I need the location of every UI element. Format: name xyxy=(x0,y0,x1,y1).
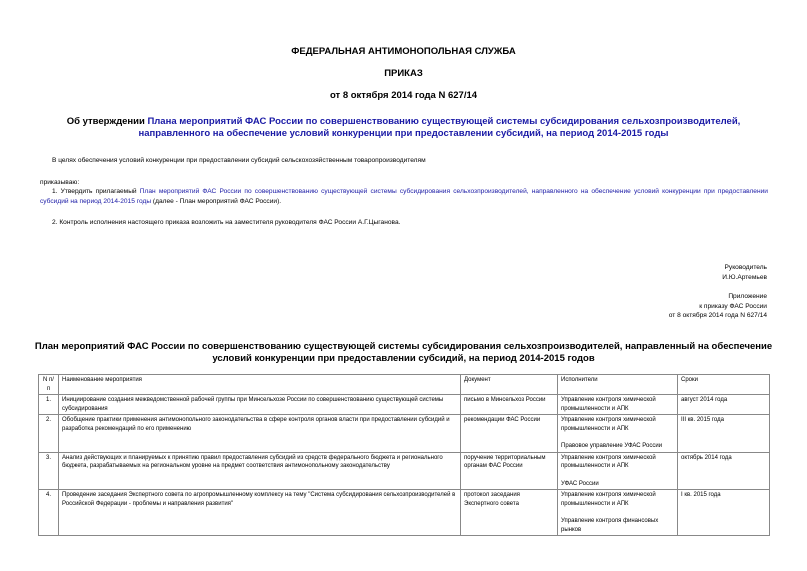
order-subject xyxy=(60,116,747,140)
document-type: ПРИКАЗ xyxy=(384,68,423,79)
cell-num: 1. xyxy=(39,395,59,415)
table-row xyxy=(39,415,770,452)
table-row xyxy=(39,395,770,415)
cell-name: Обобщение практики применения антимонопольного законодательства в сфере контроля органов власти при предоставлении субсидий и разработка рекомендаций по его применению xyxy=(59,415,461,452)
order-item-2: 2. Контроль исполнения настоящего приказа возложить на заместителя руководителя ФАС России А.Г.Цыганова. xyxy=(52,219,401,226)
cell-deadline: I кв. 2015 года xyxy=(678,490,770,536)
agency-name: ФЕДЕРАЛЬНАЯ АНТИМОНОПОЛЬНАЯ СЛУЖБА xyxy=(291,46,516,57)
cell-num: 2. xyxy=(39,415,59,452)
table-row xyxy=(39,452,770,489)
plan-link-title[interactable]: Плана мероприятий ФАС России по совершенствованию существующей системы субсидирования сельхозпроизводителей, направленного на обеспечение условий конкуренции при предоставлении субсидий, на период 2014-2015 годы xyxy=(138,116,741,139)
col-header-deadline: Сроки xyxy=(678,375,770,395)
table-row xyxy=(39,490,770,536)
executor-1: Управление контроля химической промышленности и АПК xyxy=(561,454,656,470)
cell-num: 3. xyxy=(39,452,59,489)
subject-prefix: Об утверждении xyxy=(66,116,145,127)
cell-executors xyxy=(558,395,678,415)
col-header-name: Наименование мероприятия xyxy=(59,375,461,395)
cell-name: Инициирование создания межведомственной рабочей группы при Минсельхозе России по совершенствованию существующей системы субсидирования xyxy=(59,395,461,415)
signature-role: Руководитель xyxy=(724,264,767,271)
executor-1: Управление контроля химической промышленности и АПК xyxy=(561,397,656,412)
order-item-1 xyxy=(40,187,768,207)
appendix-block xyxy=(669,292,767,321)
cell-executors xyxy=(558,452,678,489)
plan-title: План мероприятий ФАС России по совершенствованию существующей системы субсидирования сельхозпроизводителей, направленный на обеспечение условий конкуренции при предоставлении субсидий, на период 2014-2015 годов xyxy=(34,341,773,364)
cell-deadline: август 2014 года xyxy=(678,395,770,415)
executor-2: УФАС России xyxy=(561,480,599,487)
col-header-num: N п/п xyxy=(39,375,59,395)
plan-table xyxy=(38,374,770,536)
appendix-line-1: Приложение xyxy=(728,293,767,300)
table-header-row xyxy=(39,375,770,395)
intro-paragraph: В целях обеспечения условий конкуренции при предоставлении субсидий сельскохозяйственным товаропроизводителям xyxy=(52,157,426,164)
cell-deadline: III кв. 2015 года xyxy=(678,415,770,452)
cell-executors xyxy=(558,490,678,536)
cell-document: рекомендации ФАС России xyxy=(461,415,558,452)
order-date-number: от 8 октября 2014 года N 627/14 xyxy=(329,90,478,101)
appendix-line-2: к приказу ФАС России xyxy=(699,302,767,310)
cell-name: Проведение заседания Экспертного совета по агропромышленному комплексу на тему "Система субсидирования сельхозпроизводителей в Российской Федерации - проблемы и направления развития" xyxy=(59,490,461,536)
signature-name: И.Ю.Артемьев xyxy=(722,273,767,281)
col-header-executors: Исполнители xyxy=(558,375,678,395)
executor-2: Правовое управление УФАС России xyxy=(561,443,663,450)
order-word: приказываю: xyxy=(40,179,80,186)
executor-1: Управление контроля химической промышленности и АПК xyxy=(561,492,656,507)
cell-num: 4. xyxy=(39,490,59,536)
executor-2: Управление контроля финансовых рынков xyxy=(561,517,659,533)
cell-executors xyxy=(558,415,678,452)
executor-1: Управление контроля химической промышленности и АПК xyxy=(561,417,656,432)
signature-block xyxy=(722,263,767,282)
item1-suffix: (далее - План мероприятий ФАС России). xyxy=(152,198,282,205)
col-header-document: Документ xyxy=(461,375,558,395)
plan-link-body[interactable]: План мероприятий ФАС России по совершенствованию существующей системы субсидирования сельхозпроизводителей, направленного на обеспечение условий конкуренции при предоставлении субсидий на период 2014-2015 годы xyxy=(40,188,768,205)
cell-document: поручение территориальным органам ФАС России xyxy=(461,452,558,489)
cell-document: протокол заседания Экспертного совета xyxy=(461,490,558,536)
cell-document: письмо в Минсельхоз России xyxy=(461,395,558,415)
cell-deadline: октябрь 2014 года xyxy=(678,452,770,489)
item1-prefix: 1. Утвердить прилагаемый xyxy=(52,188,137,195)
appendix-line-3: от 8 октября 2014 года N 627/14 xyxy=(668,312,767,319)
cell-name: Анализ действующих и планируемых к принятию правил предоставления субсидий из средств федерального бюджета и регионального бюджета, разрабатываемых на региональном уровне на предмет соответствия антимонопольному законодательству xyxy=(59,452,461,489)
